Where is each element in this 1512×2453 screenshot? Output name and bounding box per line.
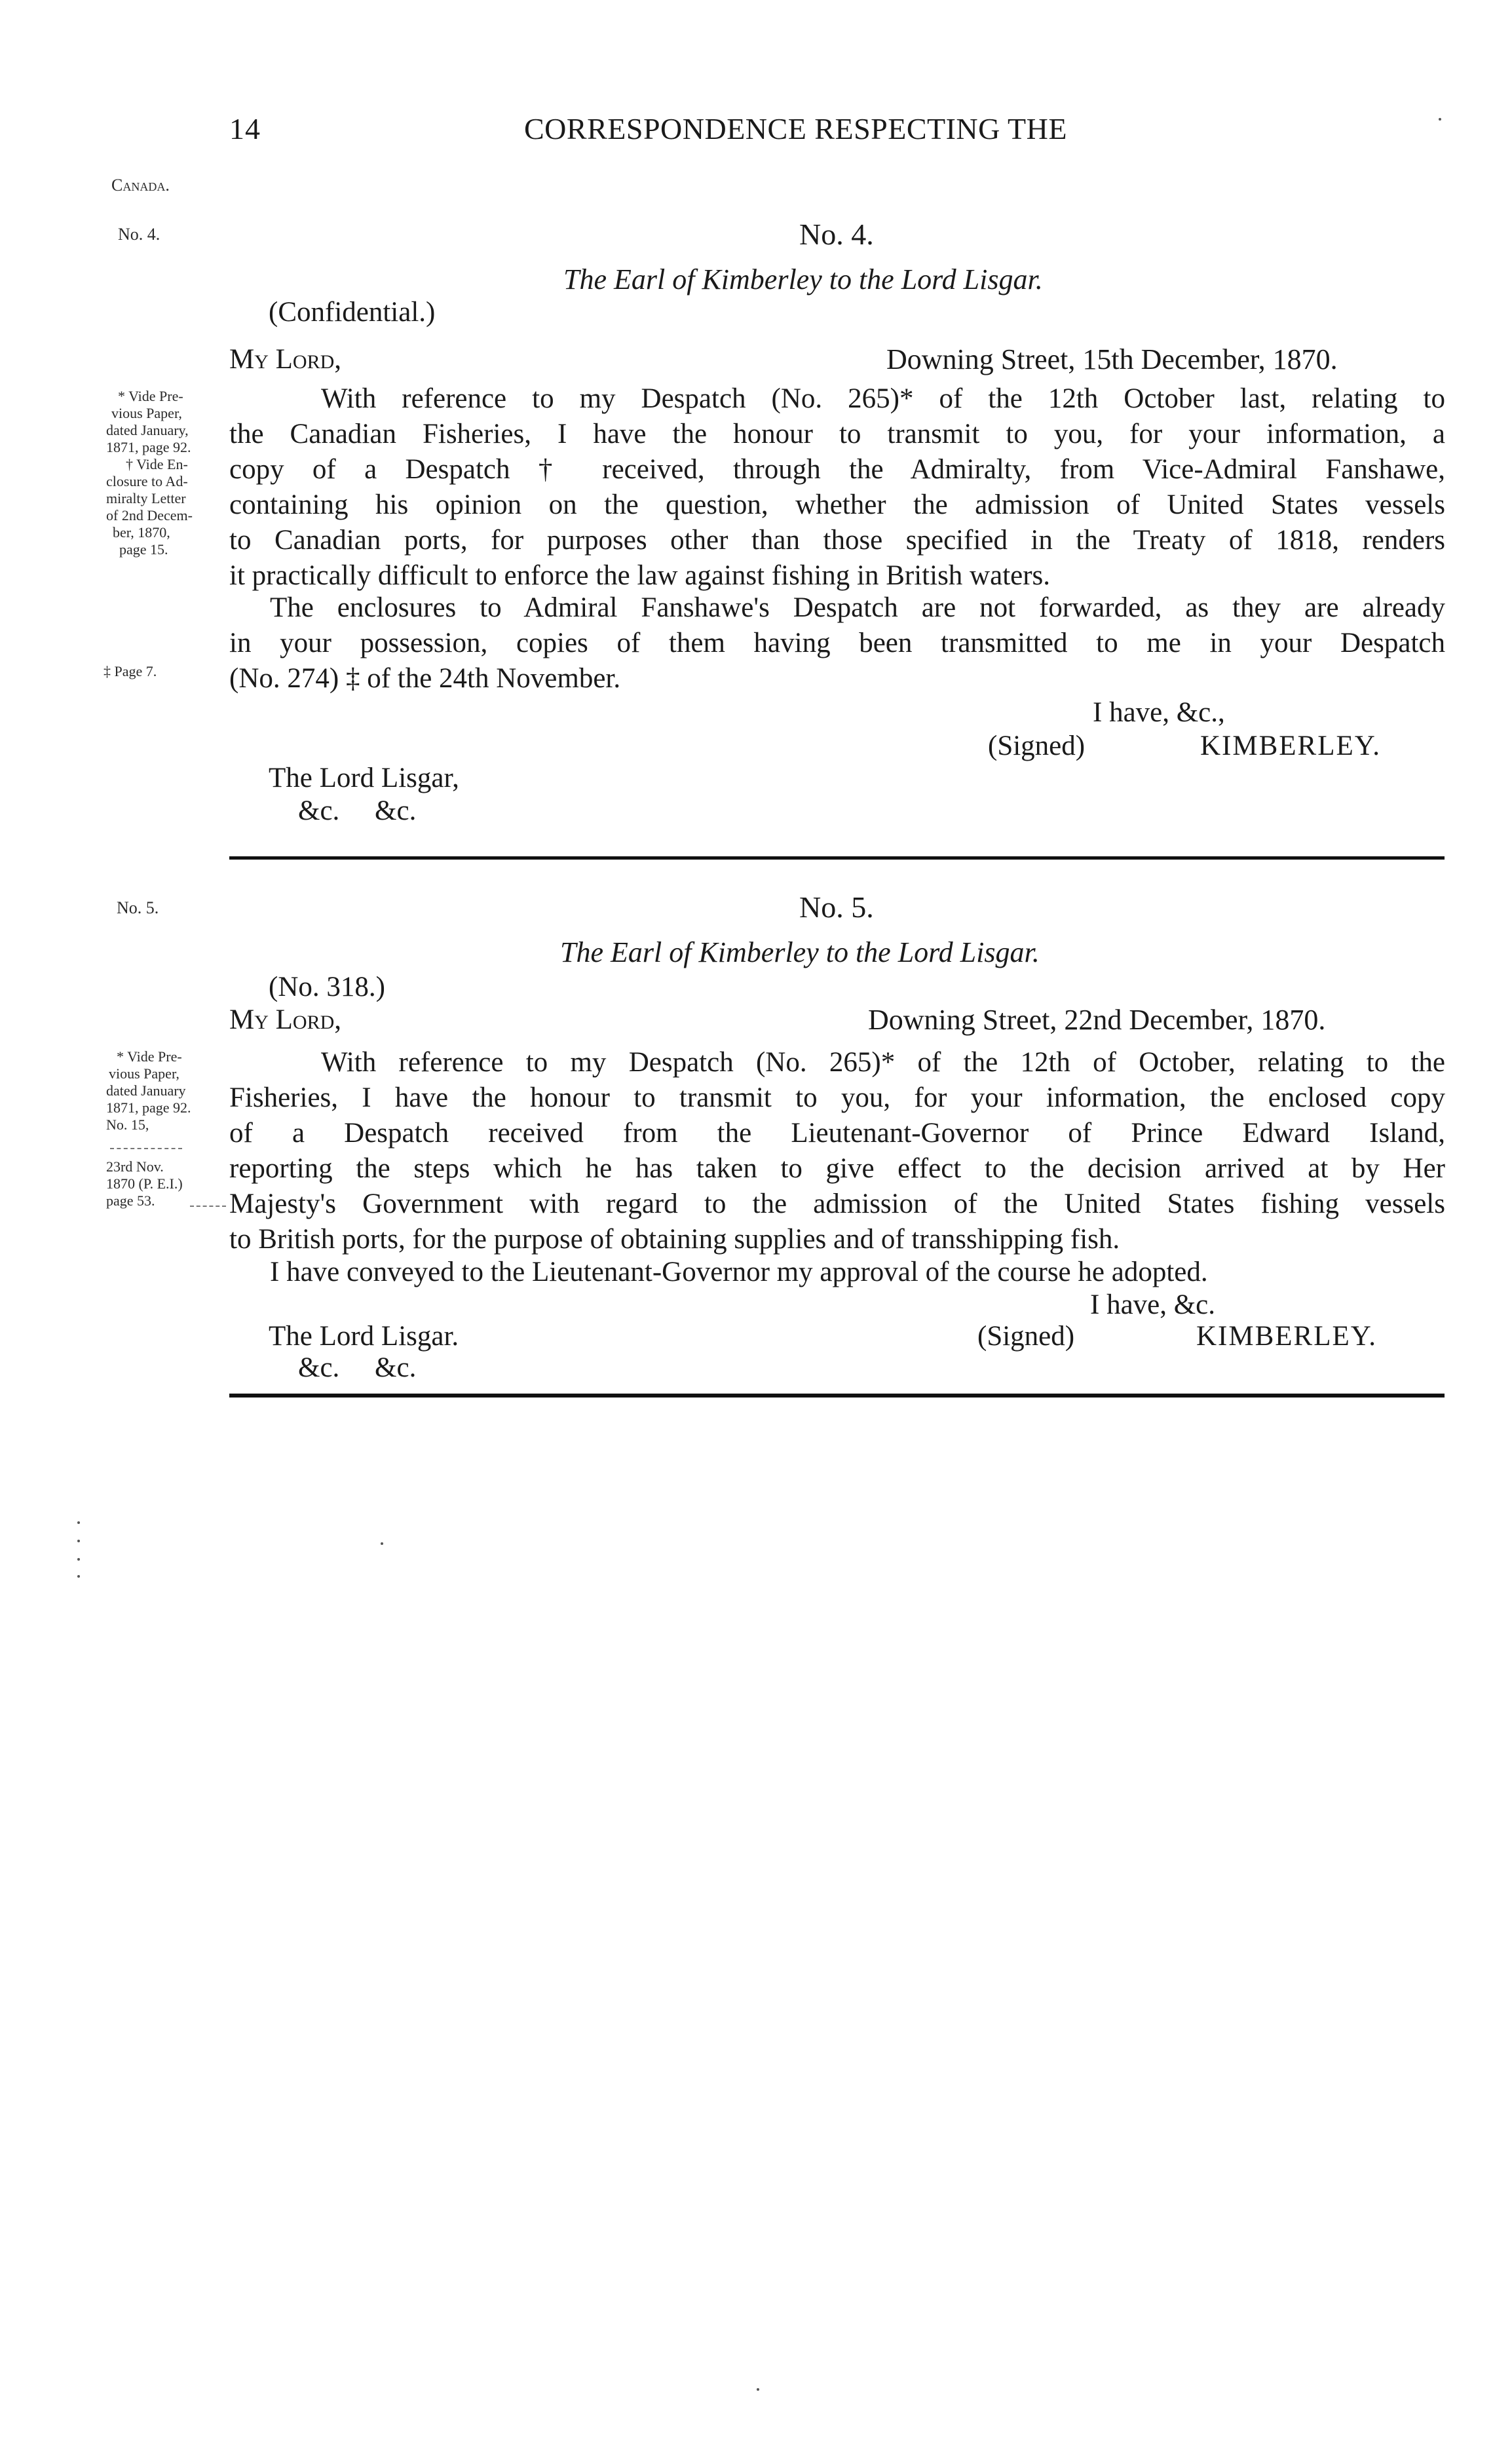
salutation: My Lord, (229, 1004, 342, 1035)
signed-label: (Signed) (988, 731, 1086, 761)
margin-note-page: ‡ Page 7. (104, 663, 157, 679)
margin-note-line: * Vide Pre- (117, 1048, 182, 1065)
margin-note-line: 1871, page 92. (106, 439, 191, 455)
body-line: to British ports, for the purpose of obtaining supplies and of transshipping fish. (229, 1224, 1120, 1255)
margin-letter-number: No. 5. (117, 898, 159, 917)
print-speck (77, 1558, 80, 1561)
margin-note-line: page 53. (106, 1192, 155, 1209)
margin-note-line: No. 15, (106, 1116, 149, 1133)
closing: I have, &c., (1093, 697, 1225, 728)
addressee-etc: &c. &c. (298, 795, 417, 826)
body-line: Fisheries, I have the honour to transmit to you, for your information, the enclosed copy (229, 1082, 1445, 1113)
closing: I have, &c. (1090, 1289, 1216, 1320)
signed-label: (Signed) (977, 1321, 1075, 1352)
classification: (Confidential.) (269, 297, 436, 328)
letter-heading: No. 4. (799, 218, 874, 251)
page-number: 14 (229, 112, 261, 145)
signature: KIMBERLEY. (1200, 731, 1382, 761)
margin-note-line: page 15. (119, 541, 168, 558)
body-line: With reference to my Despatch (No. 265)* of the 12th October last, relating to (321, 383, 1445, 414)
print-speck (381, 1542, 383, 1545)
print-speck (77, 1521, 80, 1524)
margin-note-line: miralty Letter (106, 490, 186, 506)
classification: (No. 318.) (269, 972, 385, 1002)
addressee-etc: &c. &c. (298, 1352, 417, 1383)
place-date: Downing Street, 22nd December, 1870. (868, 1004, 1326, 1036)
margin-note-line: vious Paper, (111, 405, 182, 421)
body-line: (No. 274) ‡ of the 24th November. (229, 663, 621, 694)
section-divider (229, 1394, 1445, 1398)
margin-letter-number: No. 4. (118, 225, 161, 244)
print-speck (77, 1575, 80, 1578)
letter-subtitle: The Earl of Kimberley to the Lord Lisgar. (560, 936, 1040, 968)
running-title: CORRESPONDENCE RESPECTING THE (524, 112, 1067, 145)
salutation: My Lord, (229, 344, 342, 375)
margin-note-line: of 2nd Decem- (106, 507, 193, 523)
section-label: Canada. (111, 176, 170, 195)
body-line: of a Despatch received from the Lieutenant-Governor of Prince Edward Island, (229, 1118, 1445, 1149)
signature: KIMBERLEY. (1196, 1321, 1378, 1352)
addressee: The Lord Lisgar, (269, 763, 459, 793)
place-date: Downing Street, 15th December, 1870. (886, 343, 1338, 375)
body-line: it practically difficult to enforce the law against fishing in British waters. (229, 560, 1051, 591)
body-line: With reference to my Despatch (No. 265)* of the 12th of October, relating to the (321, 1047, 1445, 1078)
margin-note-line: * Vide Pre- (118, 388, 183, 404)
margin-note-line: 23rd Nov. (106, 1158, 164, 1175)
margin-note-line: 1870 (P. E.I.) (106, 1175, 183, 1192)
addressee: The Lord Lisgar. (269, 1321, 459, 1352)
margin-note-dashes (110, 1148, 182, 1149)
letter-subtitle: The Earl of Kimberley to the Lord Lisgar. (563, 263, 1043, 295)
print-speck (77, 1540, 80, 1542)
margin-note-line: ber, 1870, (113, 524, 170, 541)
body-line: Majesty's Government with regard to the admission of the United States fishing vessels (229, 1188, 1445, 1219)
letter-heading: No. 5. (799, 890, 874, 924)
body-line: copy of a Despatch † received, through the Admiralty, from Vice-Admiral Fanshawe, (229, 454, 1445, 485)
body-line: The enclosures to Admiral Fanshawe's Despatch are not forwarded, as they are already (270, 592, 1445, 623)
margin-note-line: 1871, page 92. (106, 1099, 191, 1116)
body-line: to Canadian ports, for purposes other than those specified in the Treaty of 1818, renders (229, 525, 1445, 556)
margin-note-dashes (190, 1206, 226, 1207)
body-line: the Canadian Fisheries, I have the honour to transmit to you, for your information, a (229, 419, 1445, 449)
margin-note-line: closure to Ad- (106, 473, 188, 489)
margin-note-line: dated January (106, 1082, 186, 1099)
section-divider (229, 856, 1445, 860)
body-line: I have conveyed to the Lieutenant-Governor my approval of the course he adopted. (270, 1257, 1208, 1287)
margin-note-line: dated January, (106, 422, 189, 438)
print-speck (757, 2388, 759, 2391)
margin-note-line: † Vide En- (126, 456, 188, 472)
body-line: in your possession, copies of them having been transmitted to me in your Despatch (229, 628, 1445, 658)
print-speck (1439, 118, 1441, 121)
margin-note-line: vious Paper, (109, 1065, 180, 1082)
body-line: containing his opinion on the question, whether the admission of United States vessels (229, 489, 1445, 520)
body-line: reporting the steps which he has taken to give effect to the decision arrived at by Her (229, 1153, 1445, 1184)
